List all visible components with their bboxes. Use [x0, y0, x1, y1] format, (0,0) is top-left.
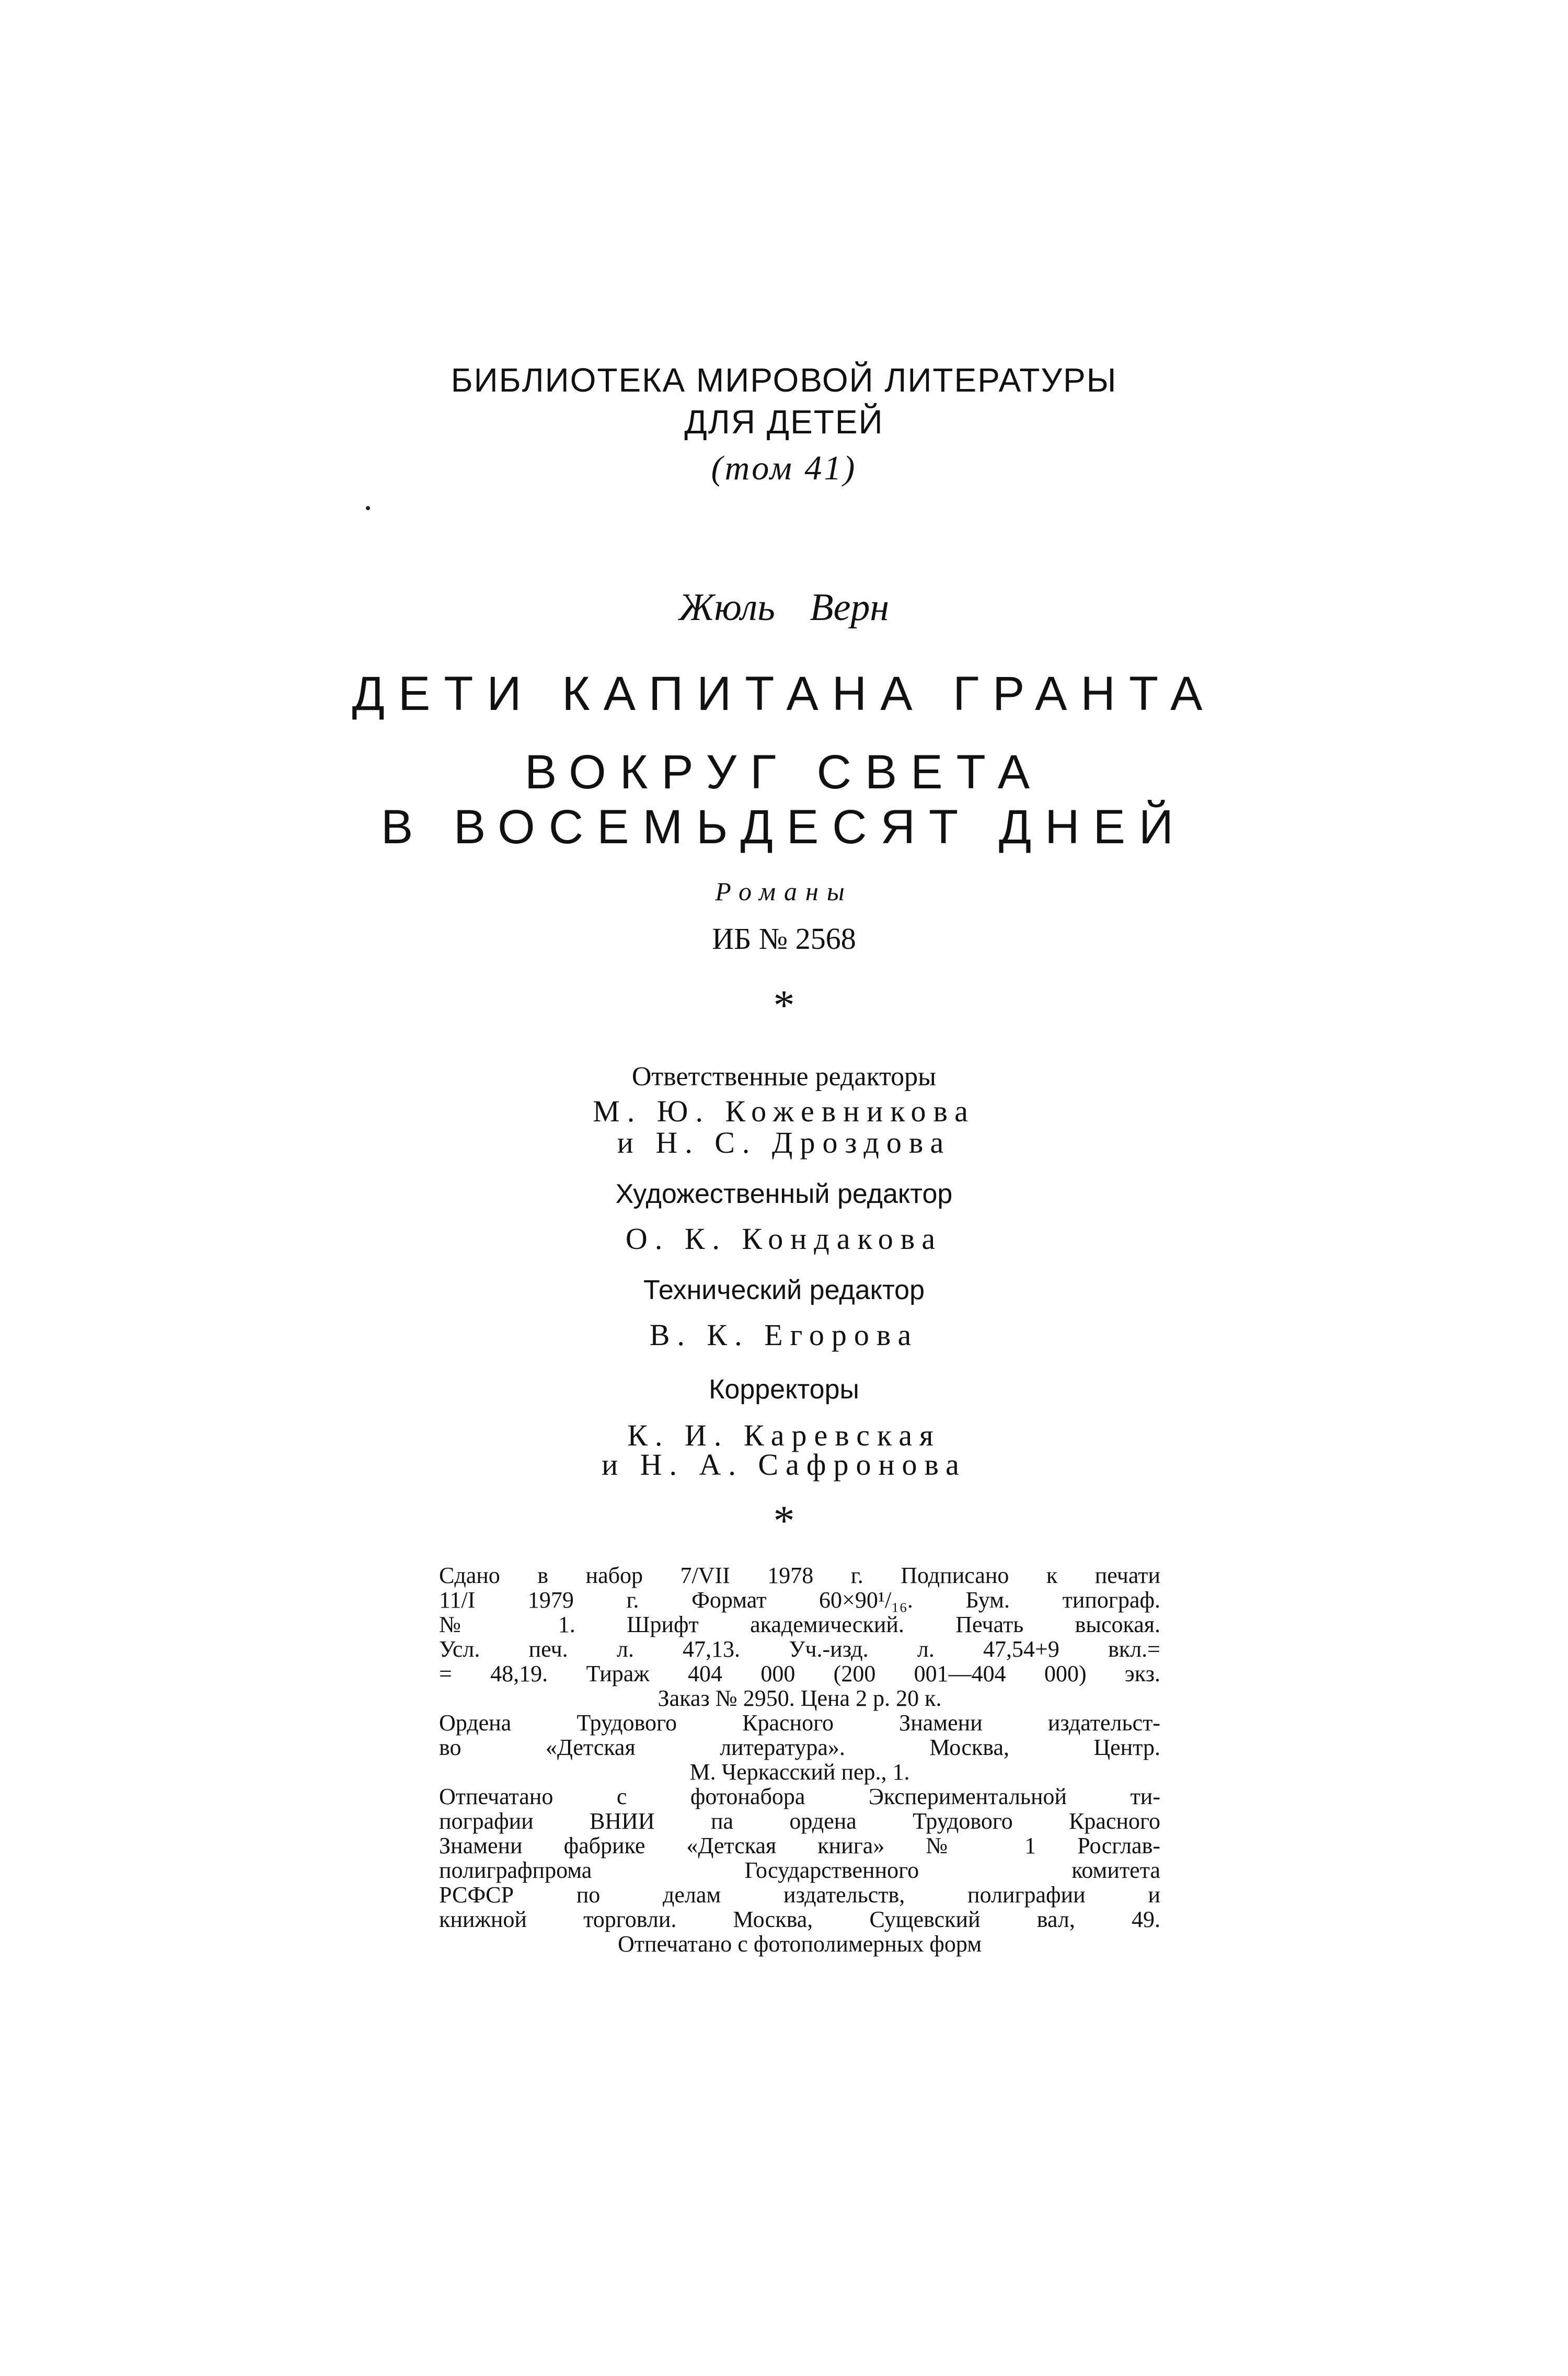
proofreader-2: и Н. А. Сафронова: [602, 1448, 966, 1482]
technical-editor-name: В. К. Егорова: [649, 1318, 919, 1352]
imprint-line: РСФСР по делам издательств, полиграфии и: [439, 1882, 1160, 1908]
imprint-line: Усл. печ. л. 47,13. Уч.-изд. л. 47,54+9 вкл.=: [439, 1636, 1160, 1662]
imprint-line: Отпечатано с фотонабора Экспериментальной ти-: [439, 1784, 1160, 1809]
imprint-line: № 1. Шрифт академический. Печать высокая.: [439, 1612, 1160, 1637]
technical-editor-role: Технический редактор: [643, 1275, 925, 1305]
imprint-line: Сдано в набор 7/VII 1978 г. Подписано к печати: [439, 1563, 1160, 1588]
imprint-line: полиграфпрома Государственного комитета: [439, 1857, 1160, 1883]
responsible-editor-1: М. Ю. Кожевникова: [593, 1094, 975, 1128]
star-separator-bottom: *: [773, 1497, 795, 1544]
imprint-line: Заказ № 2950. Цена 2 р. 20 к.: [658, 1685, 942, 1711]
imprint-line: 11/I 1979 г. Формат 60×90¹/₁₆. Бум. типограф.: [439, 1587, 1160, 1613]
imprint-block: [439, 1563, 1160, 1956]
imprint-line: М. Черкасский пер., 1.: [689, 1759, 910, 1785]
responsible-editor-2: и Н. С. Дроздова: [617, 1126, 951, 1160]
imprint-line: Знамени фабрике «Детская книга» № 1 Росглав-: [439, 1833, 1160, 1858]
imprint-line: книжной торговли. Москва, Сущевский вал, 49.: [439, 1907, 1160, 1932]
art-editor-name: О. К. Кондакова: [625, 1222, 943, 1256]
book-title-1: ДЕТИ КАПИТАНА ГРАНТА: [352, 667, 1216, 720]
imprint-line: пографии ВНИИ па ордена Трудового Красного: [439, 1808, 1160, 1834]
author-name: Жюль Верн: [678, 586, 890, 629]
book-title-2-line1: ВОКРУГ СВЕТА: [524, 745, 1044, 799]
genre-label: Романы: [715, 877, 853, 906]
art-editor-role: Художественный редактор: [615, 1179, 953, 1209]
series-title-line2: ДЛЯ ДЕТЕЙ: [684, 403, 884, 441]
series-title-line1: БИБЛИОТЕКА МИРОВОЙ ЛИТЕРАТУРЫ: [451, 361, 1117, 399]
star-separator-top: *: [773, 981, 795, 1029]
ib-number: ИБ № 2568: [712, 922, 856, 956]
proofreader-1: К. И. Каревская: [627, 1418, 941, 1452]
imprint-line: во «Детская литература». Москва, Центр.: [439, 1735, 1160, 1760]
print-speck: [366, 506, 370, 510]
imprint-line: Ордена Трудового Красного Знамени издательст-: [439, 1710, 1160, 1736]
book-title-2-line2: В ВОСЕМЬДЕСЯТ ДНЕЙ: [381, 800, 1187, 854]
imprint-line: Отпечатано с фотополимерных форм: [617, 1931, 982, 1957]
volume-number: (том 41): [711, 449, 857, 487]
responsible-editors-role: Ответственные редакторы: [631, 1062, 937, 1092]
proofreaders-role: Корректоры: [709, 1374, 859, 1405]
imprint-line: = 48,19. Тираж 404 000 (200 001—404 000) экз.: [439, 1661, 1160, 1686]
